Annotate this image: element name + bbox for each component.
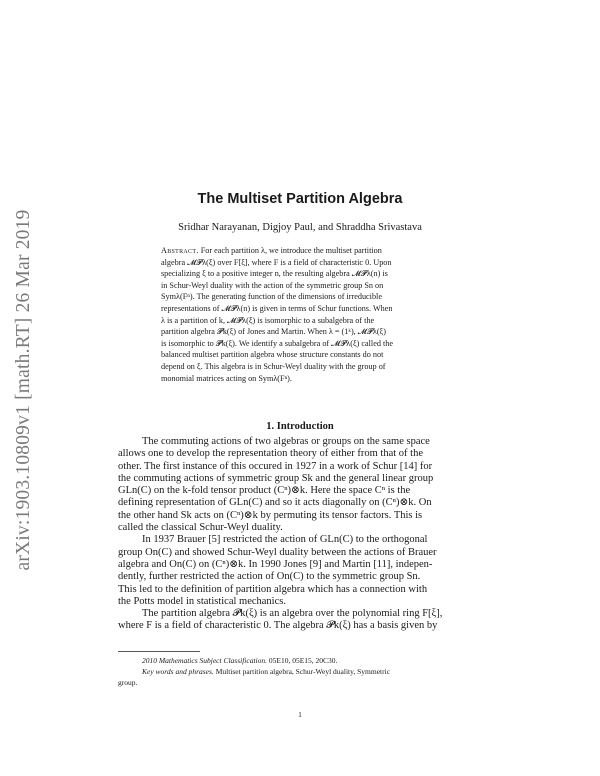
footnote-keywords — [118, 667, 483, 678]
body-line: The commuting actions of two algebras or groups on the same space — [142, 436, 430, 447]
abstract-line: partition algebra 𝓟k(ξ) of Jones and Martin. When λ = (1ᵏ), 𝓜𝓟λ(ξ) — [161, 327, 386, 337]
paper-authors: Sridhar Narayanan, Digjoy Paul, and Shraddha Srivastava — [178, 222, 422, 233]
arxiv-identifier-stamp — [4, 175, 44, 605]
body-line: dently, further restricted the action of On(C) to the symmetric group Sn. — [118, 571, 421, 583]
body-line: called the classical Schur-Weyl duality. — [118, 522, 283, 534]
footnote-msc-label: 2010 Mathematics Subject Classification. — [142, 656, 267, 665]
abstract-line: in Schur-Weyl duality with the action of the symmetric group Sn on — [161, 280, 384, 290]
paper-title: The Multiset Partition Algebra — [197, 191, 403, 207]
abstract-line: specializing ξ to a positive integer n, the resulting algebra 𝓜𝓟λ(n) is — [161, 269, 388, 279]
abstract — [161, 245, 441, 384]
footnote-msc-value: 05E10, 05E15, 20C30. — [267, 656, 338, 665]
footnote-rule — [118, 651, 200, 652]
abstract-line-text: For each partition λ, we introduce the multiset partition — [198, 246, 382, 255]
footnote-keywords-continuation: group. — [118, 677, 138, 687]
body-line: the Potts model in statistical mechanics. — [118, 595, 286, 607]
body-line: the commuting actions of symmetric group Sk and the general linear group — [118, 472, 434, 484]
abstract-line: depend on ξ. This algebra is in Schur-Weyl duality with the group of — [161, 361, 386, 371]
body-line: the other hand Sk acts on (Cⁿ)⊗k by permuting its tensor factors. This is — [118, 509, 423, 521]
body-line: algebra and On(C) on (Cⁿ)⊗k. In 1990 Jones [9] and Martin [11], indepen- — [118, 558, 433, 570]
body-line: This led to the definition of partition algebra which has a connection with — [118, 583, 428, 595]
footnote-keywords-label: Key words and phrases. — [142, 666, 214, 676]
body-line: allows one to develop the representation theory of either from that of the — [118, 448, 423, 460]
arxiv-identifier-text: arXiv:1903.10809v1 [math.RT] 26 Mar 2019 — [13, 209, 34, 571]
page-number: 1 — [298, 710, 302, 719]
footnote-keywords-value: Multiset partition algebra, Schur-Weyl duality, Symmetric — [213, 666, 391, 676]
introduction-body — [118, 436, 483, 633]
abstract-line: λ is a partition of k, 𝓜𝓟λ(ξ) is isomorphic to a subalgebra of the — [161, 315, 375, 325]
abstract-label: Abstract. — [161, 246, 199, 255]
body-line: where F is a field of characteristic 0. The algebra 𝓟k(ξ) has a basis given by — [118, 620, 438, 632]
footnotes — [118, 656, 483, 688]
abstract-line: balanced multiset partition algebra whose structure constants do not — [161, 350, 384, 360]
body-line: group On(C) and showed Schur-Weyl duality between the actions of Brauer — [118, 546, 437, 558]
abstract-line: representations of 𝓜𝓟λ(n) is given in terms of Schur functions. When — [161, 303, 393, 313]
abstract-line: is isomorphic to 𝓟k(ξ). We identify a subalgebra of 𝓜𝓟λ(ξ) called the — [161, 338, 393, 348]
section-heading-introduction: 1. Introduction — [266, 421, 334, 432]
body-line: GLn(C) on the k-fold tensor product (Cⁿ)⊗k. Here the space Cⁿ is the — [118, 485, 411, 497]
abstract-line: Symλ(Fⁿ). The generating function of the dimensions of irreducible — [161, 292, 382, 302]
footnote-msc — [118, 656, 483, 667]
body-line: other. The first instance of this occured in 1927 in a work of Schur [14] for — [118, 460, 433, 472]
abstract-line: monomial matrices acting on Symλ(Fⁿ). — [161, 373, 292, 383]
abstract-line — [161, 245, 441, 257]
body-line: The partition algebra 𝓟k(ξ) is an algebra over the polynomial ring F[ξ], — [142, 608, 443, 620]
abstract-line: algebra 𝓜𝓟λ(ξ) over F[ξ], where F is a field of characteristic 0. Upon — [161, 257, 392, 267]
body-line: defining representation of GLn(C) and so it acts diagonally on (Cⁿ)⊗k. On — [118, 497, 432, 509]
body-line: In 1937 Brauer [5] restricted the action of GLn(C) to the orthogonal — [142, 534, 428, 546]
